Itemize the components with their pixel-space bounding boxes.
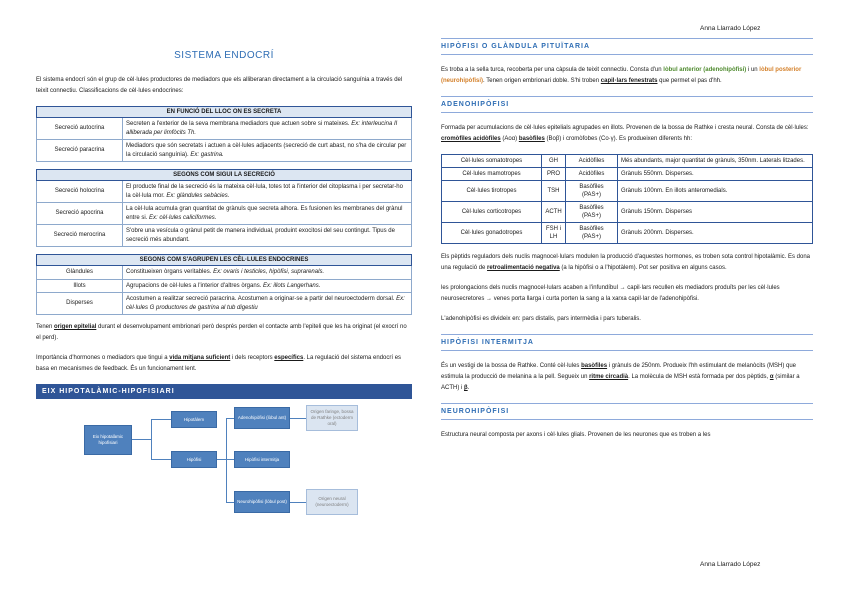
table-row: Cèl·lules corticotropes ACTH Basòfiles (PAS+) Grànuls 150nm. Disperses (442, 202, 813, 223)
diagram-node-adenohipofisi: Adenohipòfisi (lòbul ant) (234, 407, 290, 429)
table-row: Secreció autocrina Secreten a l'exterior de la seva membrana mediadors que actuen sobre si mateixes. Ex: interleucina II alliberada per limfòcits Th. (37, 118, 412, 140)
right-column (441, 36, 813, 450)
diagram-node-neurohipofisi: Neurohipòfisi (lòbul post) (234, 491, 290, 513)
section-banner: EIX HIPOTALÀMIC-HIPOFISIARI (36, 384, 412, 399)
table-row: Secreció merocrina S'obre una vesícula o grànul petit de manera individual, produint exocitosi del seu contingut. Tipus de secreció més abundant. (37, 225, 412, 247)
section-header-hipofisi: HIPÒFISI O GLÀNDULA PITUÏTARIA (441, 38, 813, 55)
diagram-node-hipofisi-intermitja: Hipòfisi intermitja (234, 451, 290, 468)
division-paragraph: L'adenohipòfisi es divideix en: pars distalis, pars intermèdia i pars tuberalis. (441, 316, 641, 322)
diagram-origin-posterior: Origen neural (neuroectoderm) (306, 489, 358, 515)
diagram-root: Eix hipotalàmic hipofisiari (84, 425, 132, 455)
table-header: SEGONS COM S'AGRUPEN LES CÈL·LULES ENDOCRINES (37, 255, 412, 266)
importance-paragraph: Importància d'hormones o mediadors que tingui a vida mitjana suficient i dels receptors específics. La regulació del sistema endocrí es basa en mecanismes de feedback. És un funcionament lent. (36, 355, 402, 372)
section-header-intermitja: HIPÒFISI INTERMITJA (441, 334, 813, 351)
table-row: Cèl·lules tirotropes TSH Basòfiles (PAS+) Grànuls 100nm. En illots anteromedials. (442, 181, 813, 202)
intermitja-paragraph: És un vestigi de la bossa de Rathke. Conté cèl·lules basòfiles i grànuls de 250nm. Produeix l'hh estimulant de melanòcits (MSH) que estimula la producció de melanina a la pell. Segueix un ritme circadià. La molècula de MSH està formada per dos pèptids, α (similar a ACTH) i β. (441, 363, 800, 391)
diagram-node-hipotalem: Hipotàlem (171, 411, 217, 428)
table-agrupacio-cellules (36, 254, 412, 315)
hormone-table (441, 154, 813, 244)
author-header: Anna Llarrado López (700, 25, 761, 32)
table-row: Cèl·lules gonadotropes FSH i LH Basòfiles (PAS+) Grànuls 200nm. Disperses. (442, 223, 813, 244)
table-row: Secreció holocrina El producte final de la secreció és la mateixa cèl·lula, totes tot a l'interior del citoplasma i per secretar-ho la cèl·lula mor. Ex: glàndules sebàcies. (37, 181, 412, 203)
hipofisi-paragraph: Es troba a la sella turca, recoberta per una càpsula de teixit connectiu. Consta d'un lòbul anterior (adenohipòfisi) i un lòbul posterior (neurohipòfisi). Tenen origen embrionari doble. S'hi troben capil·lars fenestrats que permet el pas d'hh. (441, 67, 802, 84)
portal-paragraph: les prolongacions dels nuclis magnocel·lulars acaben a l'infundíbul → capil·lars recullen els mediadors produïts per les cèl·lules neurosecretores → venes porta llarga i curta porten la sang a la xarxa capil·lar de l'adenohipòfisi. (441, 285, 780, 302)
page-title: SISTEMA ENDOCRÍ (174, 50, 274, 61)
table-row: Glàndules Constitueixen òrgans veritables. Ex: ovaris i testicles, hipòfisi, suprarenals. (37, 266, 412, 280)
diagram-node-hipofisi: Hipòfisi (171, 451, 217, 468)
table-lloc-secreta (36, 106, 412, 162)
left-column (36, 46, 412, 515)
table-header: SEGONS COM SIGUI LA SECRECIÓ (37, 170, 412, 181)
origin-paragraph: Tenen origen epitelial durant el desenvolupament embrionari però després perden el contacte amb l'epiteli que les ha originat (el exocrí no el perd). (36, 324, 407, 341)
intro-paragraph: El sistema endocrí són el grup de cèl·lules productores de mediadors que els alliberaran directament a la circulació sanguínia a través del teixit connectiu. Classificacions de cèl·lules endocrines: (36, 77, 403, 94)
table-header: EN FUNCIÓ DEL LLOC ON ES SECRETA (37, 107, 412, 118)
diagram-origin-anterior: Origen faringe, bossa de Rathke (ectoderm oral) (306, 405, 358, 431)
section-header-adenohipofisi: ADENOHIPÒFISI (441, 96, 813, 113)
table-row: Disperses Acostumen a realitzar secreció paracrina. Acostumen a originar-se a partir del neuroectoderm dorsal. Ex: cèl·lules G productores de gastrina al tub digestiu (37, 293, 412, 315)
table-row: Illots Agrupacions de cèl·lules a l'interior d'altres òrgans. Ex: illots Langerhans. (37, 279, 412, 293)
author-footer: Anna Llarrado López (700, 561, 761, 568)
regulation-paragraph: Els pèptids reguladors dels nuclis magnocel·lulars modulen la producció d'aquestes hormones, es troben sota control hipotalàmic. Es dona una regulació de retroalimentació negativa (a la hipòfisi o a l'hipotàlem). Pot ser positiva en alguns casos. (441, 254, 811, 271)
table-row: Cèl·lules somatotropes GH Acidòfiles Més abundants, major quantitat de grànuls, 350nm. Laterals litzades. (442, 155, 813, 168)
hierarchy-diagram (36, 405, 412, 515)
adenohipofisi-paragraph: Formada per acumulacions de cèl·lules epitelials agrupades en illots. Provenen de la bossa de Rathke i cresta neural. Consta de cèl·lules: cromòfiles acidòfiles (Aoα) basòfiles (Boβ) i cromòfobes (Co·γ). Es produeixen diferents hh: (441, 125, 809, 142)
table-row: Cèl·lules mamotropes PRO Acidòfiles Grànuls 550nm. Disperses. (442, 168, 813, 181)
section-header-neurohipofisi: NEUROHIPÒFISI (441, 403, 813, 420)
neurohipofisi-paragraph: Estructura neural composta per axons i cèl·lules glials. Provenen de les neurones que es troben a les (441, 432, 711, 438)
table-tipus-secrecio (36, 169, 412, 247)
table-row: Secreció apocrina La cèl·lula acumula gran quantitat de grànuls que secreta alhora. Es fusionen les membranes del grànul entre si. Ex: cèl·lules caliciformes. (37, 203, 412, 225)
table-row: Secreció paracrina Mediadors que són secretats i actuen a cèl·lules adjacents (secreció de curt abast, no s'ha de circular per la circulació sanguínia). Ex: gastrina. (37, 140, 412, 162)
